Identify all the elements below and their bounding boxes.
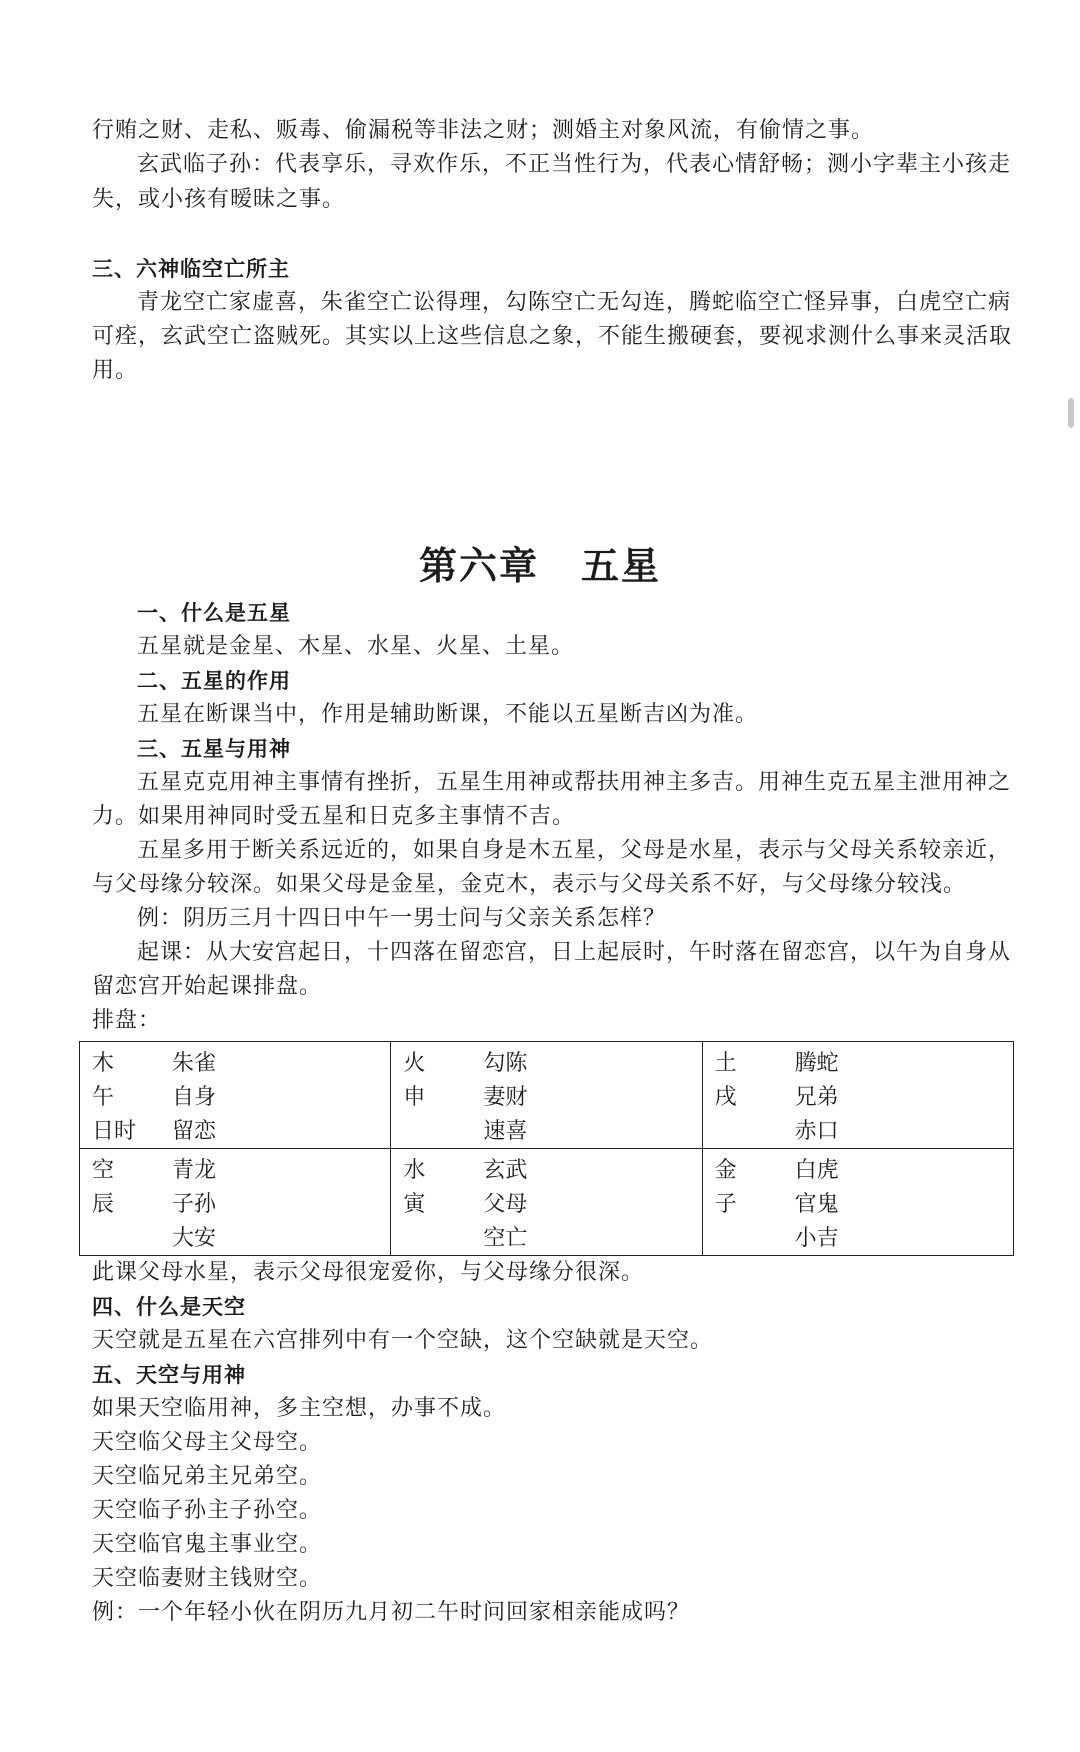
table-cell bbox=[80, 1042, 391, 1149]
cell-value: 父母 bbox=[483, 1192, 528, 1217]
cell-value: 留恋 bbox=[172, 1119, 217, 1144]
paragraph-line: 力。如果用神同时受五星和日克多主事情不吉。 bbox=[92, 804, 576, 829]
section-heading: 一、什么是五星 bbox=[137, 601, 291, 625]
paragraph-line: 五星在断课当中，作用是辅助断课，不能以五星断吉凶为准。 bbox=[137, 702, 759, 727]
paragraph-line: 与父母缘分较深。如果父母是金星，金克木，表示与父母关系不好，与父母缘分较浅。 bbox=[92, 872, 967, 897]
cell-label: 申 bbox=[403, 1085, 426, 1110]
cell-value: 子孙 bbox=[172, 1192, 217, 1217]
cell-label: 空 bbox=[92, 1158, 115, 1183]
paragraph-line: 玄武临子孙：代表享乐，寻欢作乐，不正当性行为，代表心情舒畅；测小字辈主小孩走 bbox=[137, 152, 1012, 177]
paragraph-line: 留恋宫开始起课排盘。 bbox=[92, 974, 323, 999]
chapter-number: 第六章 bbox=[418, 544, 539, 588]
paragraph-line: 起课：从大安宫起日，十四落在留恋宫，日上起辰时，午时落在留恋宫，以午为自身从 bbox=[137, 940, 1012, 965]
paragraph-line: 用。 bbox=[92, 358, 139, 383]
cell-value: 大安 bbox=[172, 1226, 217, 1251]
cell-value: 玄武 bbox=[483, 1158, 528, 1183]
paragraph-line: 天空临子孙主子孙空。 bbox=[92, 1498, 323, 1523]
cell-label: 辰 bbox=[92, 1192, 115, 1217]
paragraph-line: 五星就是金星、木星、水星、火星、土星。 bbox=[137, 634, 575, 659]
paragraph-line: 五星克克用神主事情有挫折，五星生用神或帮扶用神主多吉。用神生克五星主泄用神之 bbox=[137, 770, 1012, 795]
cell-label: 金 bbox=[714, 1158, 737, 1183]
section-heading: 二、五星的作用 bbox=[137, 669, 291, 693]
section-heading: 三、五星与用神 bbox=[137, 737, 291, 761]
paragraph-line: 排盘： bbox=[92, 1008, 162, 1033]
paragraph-line: 天空临妻财主钱财空。 bbox=[92, 1566, 323, 1591]
section-heading: 三、六神临空亡所主 bbox=[92, 257, 290, 281]
cell-value: 赤口 bbox=[794, 1119, 839, 1144]
paragraph-line: 行贿之财、走私、贩毒、偷漏税等非法之财；测婚主对象风流，有偷情之事。 bbox=[92, 118, 875, 143]
cell-value: 官鬼 bbox=[794, 1192, 839, 1217]
paragraph-line: 此课父母水星，表示父母很宠爱你，与父母缘分很深。 bbox=[92, 1260, 645, 1285]
table-cell bbox=[391, 1149, 702, 1256]
divination-table bbox=[79, 1041, 1014, 1256]
paragraph-line: 失，或小孩有暧昧之事。 bbox=[92, 187, 346, 212]
table-cell bbox=[702, 1149, 1013, 1256]
table-cell bbox=[702, 1042, 1013, 1149]
table-row bbox=[80, 1149, 1014, 1256]
cell-label: 子 bbox=[714, 1192, 737, 1217]
table-cell bbox=[391, 1042, 702, 1149]
cell-label: 水 bbox=[403, 1158, 426, 1183]
cell-value: 青龙 bbox=[172, 1158, 217, 1183]
section-heading: 四、什么是天空 bbox=[92, 1295, 246, 1319]
cell-label: 寅 bbox=[403, 1192, 426, 1217]
cell-value: 白虎 bbox=[794, 1158, 839, 1183]
cell-value: 空亡 bbox=[483, 1226, 528, 1251]
cell-value: 朱雀 bbox=[172, 1051, 217, 1076]
paragraph-line: 天空临兄弟主兄弟空。 bbox=[92, 1464, 323, 1489]
paragraph-line: 五星多用于断关系远近的，如果自身是木五星，父母是水星，表示与父母关系较亲近， bbox=[137, 838, 1012, 863]
example-line: 例：一个年轻小伙在阴历九月初二午时问回家相亲能成吗？ bbox=[92, 1600, 691, 1625]
cell-label: 戌 bbox=[714, 1085, 737, 1110]
paragraph-line: 天空就是五星在六宫排列中有一个空缺，这个空缺就是天空。 bbox=[92, 1328, 714, 1353]
cell-value: 腾蛇 bbox=[794, 1051, 839, 1076]
cell-value: 勾陈 bbox=[483, 1051, 528, 1076]
chapter-title bbox=[0, 535, 1080, 590]
table-cell bbox=[80, 1149, 391, 1256]
cell-label: 日时 bbox=[92, 1119, 137, 1144]
cell-label: 木 bbox=[92, 1051, 115, 1076]
cell-label: 土 bbox=[714, 1051, 737, 1076]
paragraph-line: 天空临官鬼主事业空。 bbox=[92, 1532, 323, 1557]
cell-label: 火 bbox=[403, 1051, 426, 1076]
cell-value: 小吉 bbox=[794, 1226, 839, 1251]
section-heading: 五、天空与用神 bbox=[92, 1363, 246, 1387]
cell-value: 速喜 bbox=[483, 1119, 528, 1144]
table-row bbox=[80, 1042, 1014, 1149]
paragraph-line: 青龙空亡家虚喜，朱雀空亡讼得理，勾陈空亡无勾连，腾蛇临空亡怪异事，白虎空亡病 bbox=[137, 290, 1012, 315]
paragraph-line: 可痊，玄武空亡盗贼死。其实以上这些信息之象，不能生搬硬套，要视求测什么事来灵活取 bbox=[92, 324, 1013, 349]
cell-value: 妻财 bbox=[483, 1085, 528, 1110]
scrollbar-thumb[interactable] bbox=[1068, 398, 1074, 428]
chapter-name: 五星 bbox=[581, 544, 662, 588]
cell-label: 午 bbox=[92, 1085, 115, 1110]
cell-value: 兄弟 bbox=[794, 1085, 839, 1110]
paragraph-line: 天空临父母主父母空。 bbox=[92, 1430, 323, 1455]
cell-value: 自身 bbox=[172, 1085, 217, 1110]
paragraph-line: 如果天空临用神，多主空想，办事不成。 bbox=[92, 1396, 507, 1421]
example-line: 例：阴历三月十四日中午一男士问与父亲关系怎样？ bbox=[137, 906, 667, 931]
